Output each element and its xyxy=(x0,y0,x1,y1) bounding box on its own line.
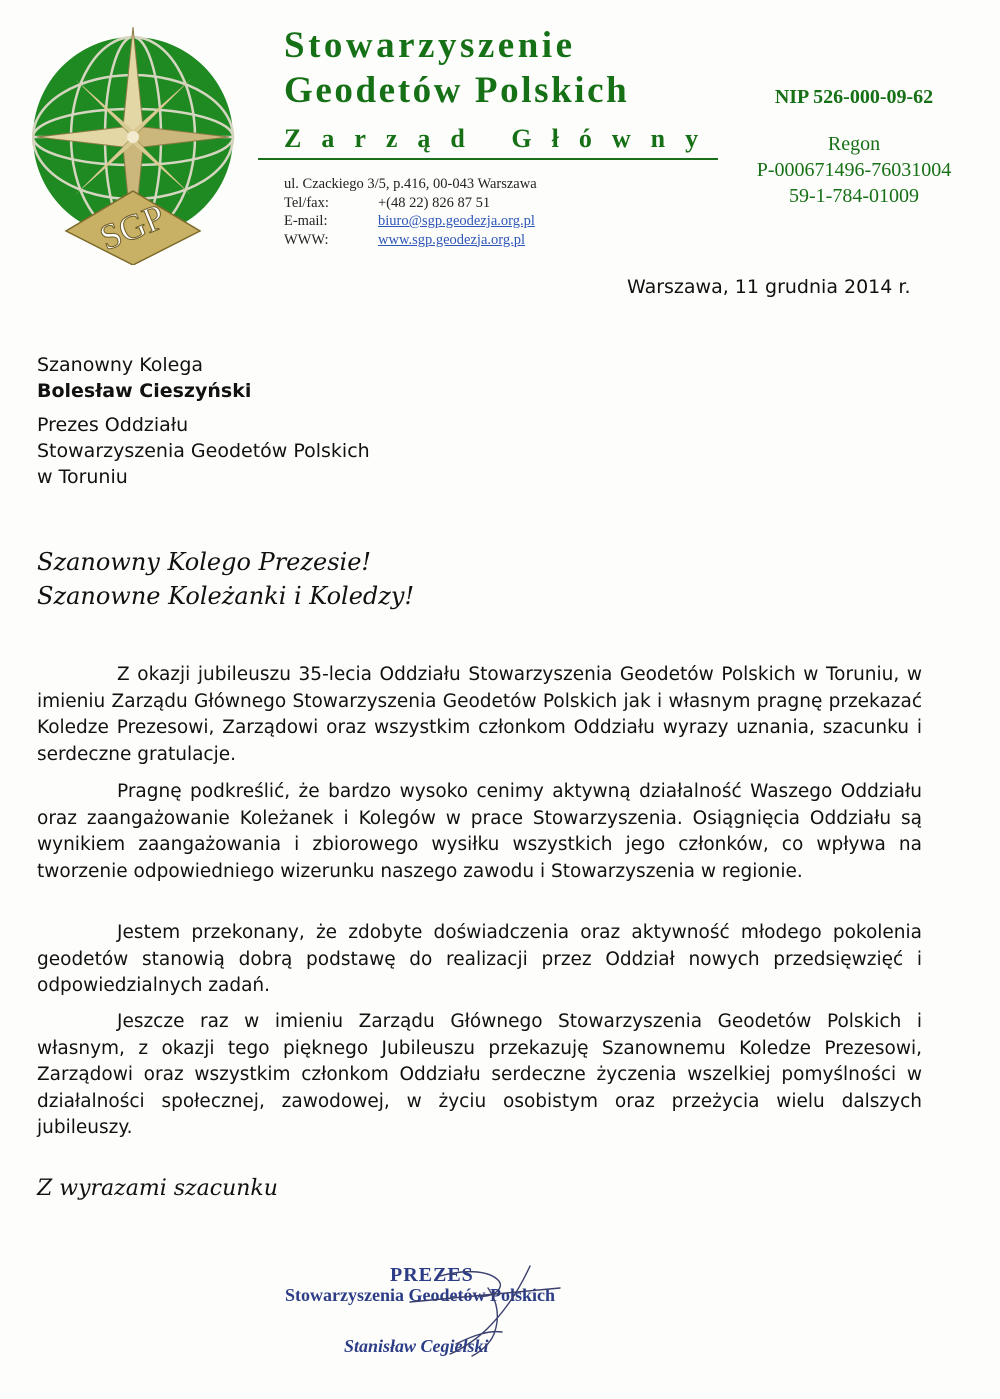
salutation-line2: Szanowne Koleżanki i Koledzy! xyxy=(37,582,415,610)
body-paragraph-1: Z okazji jubileuszu 35-lecia Oddziału Stowarzyszenia Geodetów Polskich w Toruniu, w imieniu Zarządu Głównego Stowarzyszenia Geodetów Polskich jak i własnym pragnę przekazać Koledze Prezesowi, Zarządowi oraz wszystkim członkom Oddziału wyrazy uznania, szacunku i serdeczne gratulacje. xyxy=(37,664,922,765)
org-name-line2: Geodetów Polskich xyxy=(284,70,630,111)
body-paragraph-3: Jestem przekonany, że zdobyte doświadczenia oraz aktywność młodego pokolenia geodetów stanowią dobrą podstawę do realizacji przez Oddział nowych przedsięwzięć i odpowiedzialnych zadań. xyxy=(37,922,922,996)
body-paragraph-2: Pragnę podkreślić, że bardzo wysoko cenimy aktywną działalność Waszego Oddziału oraz zaangażowanie Koleżanek i Kolegów w prace Stowarzyszenia. Osiągnięcia Oddziału są wynikiem zaangażowania i zbiorowego wysiłku wszystkich jego członków, co wpływa na tworzenie odpowiedniego wizerunku naszego zawodu i Stowarzyszenia w regionie. xyxy=(37,781,922,882)
www-link[interactable]: www.sgp.geodezja.org.pl xyxy=(378,231,525,248)
sgp-logo xyxy=(32,25,238,265)
contact-block xyxy=(284,175,537,249)
letter-date: Warszawa, 11 grudnia 2014 r. xyxy=(627,276,911,298)
regon-line2: 59-1-784-01009 xyxy=(789,185,919,207)
recipient-greeting: Szanowny Kolega xyxy=(37,354,204,376)
fiscal-block xyxy=(730,86,978,209)
recipient-name: Bolesław Cieszyński xyxy=(37,380,252,402)
svg-text:SGP: SGP xyxy=(94,196,171,259)
nip: NIP 526-000-09-62 xyxy=(774,86,934,108)
recipient-role-line1: Prezes Oddziału xyxy=(37,414,189,436)
salutation xyxy=(37,545,414,613)
org-subtitle: Zarząd Główny xyxy=(284,124,719,153)
body-paragraph-4: Jeszcze raz w imieniu Zarządu Głównego Stowarzyszenia Geodetów Polskich i własnym, z okazji tego pięknego Jubileuszu przekazuję Szanownemu Koledze Prezesowi, Zarządowi oraz wszystkim członkom Oddziału serdeczne życzenia wszelkiej pomyślności w działalności społecznej, zawodowej, w życiu osobistym oraz przeżycia wielu dalszych jubileuszy. xyxy=(37,1011,922,1138)
www-label: WWW: xyxy=(284,231,329,248)
email-label: E-mail: xyxy=(284,213,328,229)
org-name-line1: Stowarzyszenie xyxy=(284,25,576,66)
address: ul. Czackiego 3/5, p.416, 00-043 Warszawa xyxy=(284,176,537,192)
tel-label: Tel/fax: xyxy=(284,194,329,211)
tel-row xyxy=(284,194,537,213)
closing: Z wyrazami szacunku xyxy=(37,1176,278,1201)
stamp-name: Stanisław Cegielski xyxy=(344,1336,489,1356)
header-divider xyxy=(258,158,718,160)
recipient-block xyxy=(37,352,370,490)
regon-label: Regon xyxy=(827,133,881,155)
handwritten-signature xyxy=(380,1258,580,1368)
stamp-title: PREZES xyxy=(390,1264,474,1286)
stamp-org: Stowarzyszenia Geodetów Polskich xyxy=(285,1285,555,1305)
email-link[interactable]: biuro@sgp.geodezja.org.pl xyxy=(378,213,535,229)
salutation-line1: Szanowny Kolego Prezesie! xyxy=(37,548,372,576)
recipient-role-line3: w Toruniu xyxy=(37,466,128,488)
recipient-role-line2: Stowarzyszenia Geodetów Polskich xyxy=(37,440,370,462)
email-row xyxy=(284,212,537,231)
www-row xyxy=(284,231,537,250)
tel-value: +(48 22) 826 87 51 xyxy=(378,194,491,211)
regon-line1: P-000671496-76031004 xyxy=(756,159,952,181)
